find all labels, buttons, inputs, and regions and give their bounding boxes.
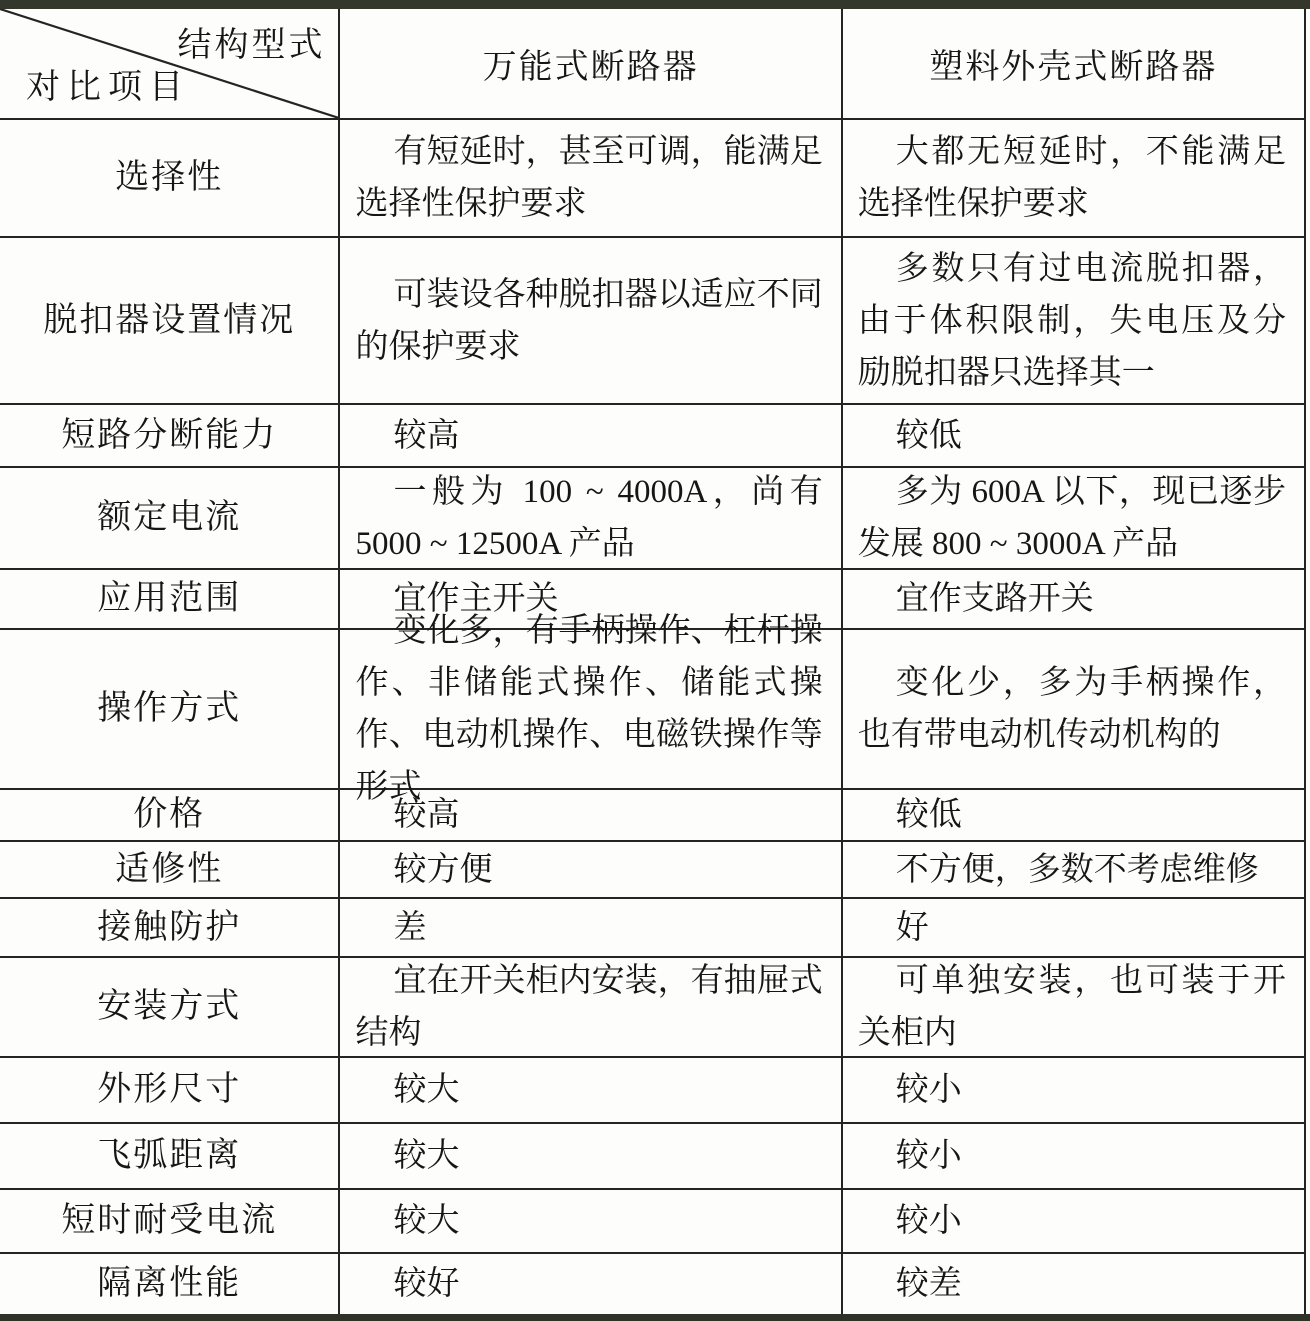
row-label-cell (0, 468, 340, 568)
molded-cell: 变化少，多为手柄操作，也有带电动机传动机构的 (857, 665, 1287, 753)
row-label: 选择性 (115, 159, 224, 196)
molded-cell: 较小 (895, 1072, 962, 1108)
molded-cell: 较差 (895, 1266, 962, 1302)
universal-cell: 较好 (340, 1254, 842, 1314)
row-label-cell (0, 570, 340, 628)
row-label-cell (0, 1124, 340, 1188)
universal-cell: 较大 (340, 1124, 842, 1188)
comparison-table (0, 9, 1306, 1314)
row-label: 脱扣器设置情况 (43, 301, 296, 339)
universal-cell: 可装设各种脱扣器以适应不同的保护要求 (340, 238, 842, 403)
table-row (0, 468, 1304, 570)
row-label: 额定电流 (97, 499, 242, 536)
table-row (0, 1190, 1304, 1254)
row-label: 安装方式 (97, 988, 242, 1025)
row-label-cell (0, 1058, 340, 1122)
row-label: 价格 (133, 796, 206, 833)
molded-cell: 较小 (895, 1203, 962, 1239)
row-label: 适修性 (115, 850, 224, 888)
header-row (0, 9, 1304, 120)
table-row (0, 405, 1304, 468)
molded-cell: 多数只有过电流脱扣器，由于体积限制，失电压及分励脱扣器只选择其一 (857, 250, 1287, 391)
row-label-cell (0, 120, 340, 236)
molded-cell: 大都无短延时，不能满足选择性保护要求 (857, 134, 1287, 222)
universal-cell: 较高 (340, 790, 842, 840)
row-label: 应用范围 (97, 580, 242, 617)
row-label: 操作方式 (97, 690, 242, 727)
corner-label-comparison-item: 对比项目 (26, 69, 190, 106)
row-label-cell (0, 630, 340, 788)
universal-cell: 较高 (340, 405, 842, 466)
molded-cell: 不方便，多数不考虑维修 (895, 851, 1259, 888)
row-label: 短路分断能力 (61, 416, 278, 454)
table-row (0, 899, 1304, 958)
molded-cell: 可单独安装，也可装于开关柜内 (857, 963, 1287, 1051)
molded-cell: 好 (895, 909, 929, 946)
row-label-cell (0, 405, 340, 466)
table-row (0, 958, 1304, 1058)
column-header-molded: 塑料外壳式断路器 (929, 49, 1218, 86)
universal-cell: 有短延时，甚至可调，能满足选择性保护要求 (340, 120, 842, 236)
universal-cell: 差 (340, 899, 842, 956)
table-row (0, 613, 1304, 805)
row-label-cell (0, 1190, 340, 1252)
corner-header-cell (0, 9, 340, 118)
row-label-cell (0, 238, 340, 403)
universal-cell: 较大 (340, 1190, 842, 1252)
column-header-universal: 万能式断路器 (340, 9, 842, 118)
row-label: 短时耐受电流 (61, 1202, 278, 1239)
molded-cell: 较小 (895, 1138, 962, 1174)
molded-cell: 宜作支路开关 (895, 581, 1094, 617)
molded-cell: 较低 (895, 417, 962, 454)
table-row (0, 238, 1304, 405)
universal-cell: 一般为 100 ~ 4000A，尚有 5000 ~ 12500A 产品 (340, 468, 842, 568)
universal-cell: 较大 (340, 1058, 842, 1122)
table-row (0, 842, 1304, 899)
table-row (0, 1058, 1304, 1124)
table-row (0, 790, 1304, 842)
table-row (0, 1124, 1304, 1190)
table-row (0, 120, 1304, 238)
scan-edge-top (0, 0, 1310, 9)
row-label: 接触防护 (97, 908, 242, 946)
universal-cell: 变化多，有手柄操作、杠杆操作、非储能式操作、储能式操作、电动机操作、电磁铁操作等形式 (340, 630, 842, 788)
universal-cell: 宜在开关柜内安装，有抽屉式结构 (340, 958, 842, 1056)
table-row (0, 1254, 1304, 1314)
universal-cell: 宜作主开关 (340, 570, 842, 628)
molded-cell: 多为 600A 以下，现已逐步发展 800 ~ 3000A 产品 (857, 474, 1287, 562)
row-label-cell (0, 790, 340, 840)
row-label: 飞弧距离 (97, 1137, 242, 1174)
corner-label-structure-type: 结构型式 (177, 27, 326, 64)
universal-cell: 较方便 (340, 842, 842, 897)
row-label-cell (0, 842, 340, 897)
molded-cell: 较低 (895, 797, 962, 833)
scan-edge-bottom (0, 1314, 1310, 1321)
row-label: 隔离性能 (97, 1265, 242, 1302)
row-label-cell (0, 1254, 340, 1314)
row-label: 外形尺寸 (97, 1071, 242, 1108)
row-label-cell (0, 899, 340, 956)
row-label-cell (0, 958, 340, 1056)
